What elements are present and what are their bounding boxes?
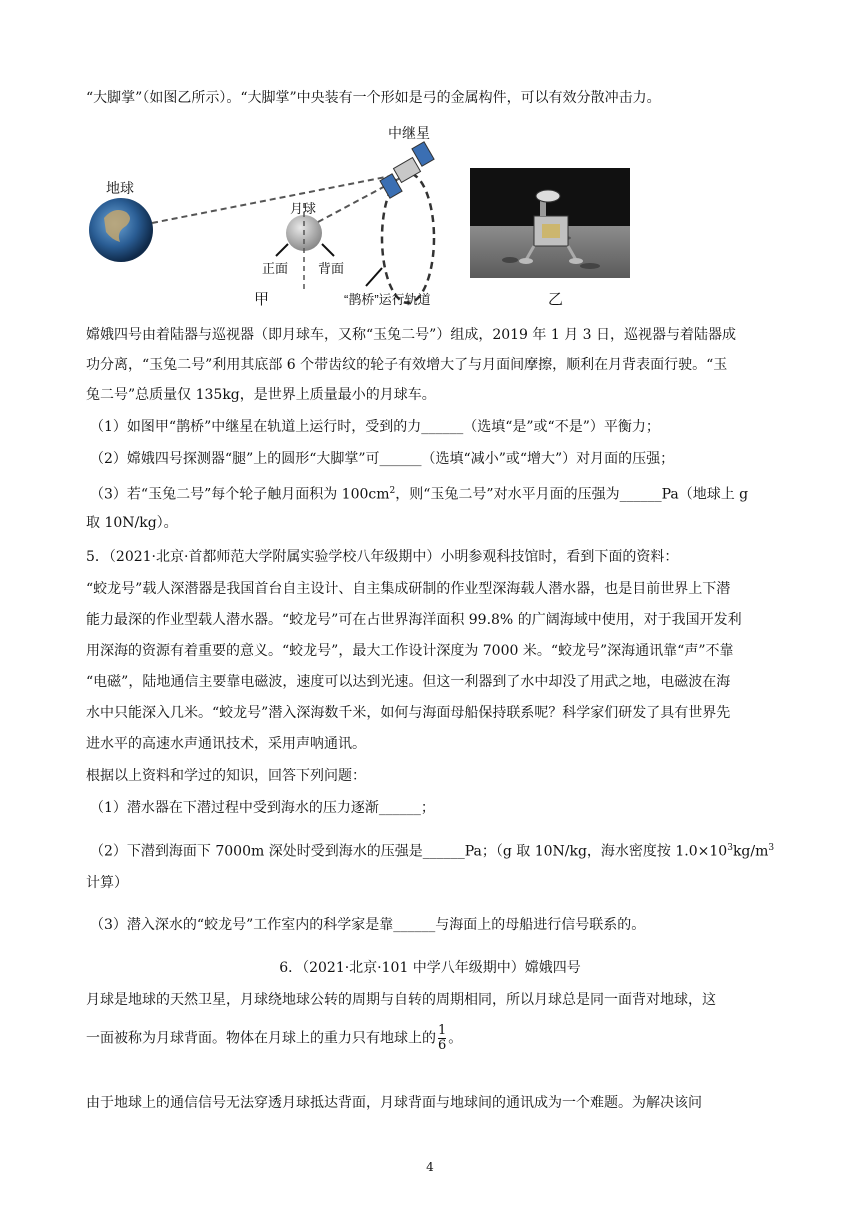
text-span: 。 <box>448 1030 463 1047</box>
question-line: （3）潜入深水的“蛟龙号”工作室内的科学家是靠______与海面上的母船进行信号联系的。 <box>90 917 646 933</box>
front-label: 正面 <box>262 261 289 276</box>
fraction <box>438 1024 446 1053</box>
paragraph-line: 月球是地球的天然卫星，月球绕地球公转的周期与自转的周期相同，所以月球总是同一面背对地球，这 <box>86 992 716 1008</box>
paragraph-line: 计算） <box>86 875 128 891</box>
paragraph-line: 取 10N/kg）。 <box>86 515 178 531</box>
problem-heading: 6．（2021·北京·101 中学八年级期中）嫦娥四号 <box>279 960 581 976</box>
paragraph-line: “大脚掌”（如图乙所示）。“大脚掌”中央装有一个形如是弓的金属构件，可以有效分散冲击力。 <box>86 90 661 106</box>
fig-a-label: 甲 <box>254 291 270 308</box>
question-line: （2）嫦娥四号探测器“腿”上的圆形“大脚掌”可______（选填“减小”或“增大”）对月面的压强； <box>90 451 675 467</box>
fraction-numerator: 1 <box>438 1023 447 1038</box>
moon-label: 月球 <box>290 201 317 216</box>
text-span: kg/m <box>732 843 769 860</box>
text-span: （3）若“玉兔二号”每个轮子触月面积为 100cm <box>90 486 390 503</box>
superscript: 2 <box>389 486 396 496</box>
signal-line-earth <box>152 173 406 223</box>
paragraph-line: 由于地球上的通信信号无法穿透月球抵达背面，月球背面与地球间的通讯成为一个难题。为解决该问 <box>86 1095 702 1111</box>
question-line <box>90 838 780 862</box>
superscript: 3 <box>768 843 775 853</box>
paragraph-line <box>86 1024 776 1053</box>
paragraph-line: 嫦娥四号由着陆器与巡视器（即月球车，又称“玉兔二号”）组成，2019 年 1 月 3 日，巡视器与着陆器成 <box>86 327 737 343</box>
paragraph-line: 功分离，“玉兔二号”利用其底部 6 个带齿纹的轮子有效增大了与月面间摩擦，顺利在月背表面行驶。“玉 <box>86 357 728 373</box>
paragraph-line: 能力最深的作业型载人潜水器。“蛟龙号”可在占世界海洋面积 99.8% 的广阔海域中使用，对于我国开发利 <box>86 612 742 628</box>
text-span: 一面被称为月球背面。物体在月球上的重力只有地球上的 <box>86 1030 436 1047</box>
front-arrow <box>276 244 288 256</box>
earth-label: 地球 <box>106 180 134 196</box>
fig-b-label: 乙 <box>548 291 564 308</box>
paragraph-line: 根据以上资料和学过的知识，回答下列问题： <box>86 768 366 784</box>
paragraph-line: 兔二号”总质量仅 135kg，是世界上质量最小的月球车。 <box>86 387 436 403</box>
paragraph-line: “电磁”，陆地通信主要靠电磁波，速度可以达到光速。但这一利器到了水中却没了用武之地，电磁波在海 <box>86 674 731 690</box>
fraction-denominator: 6 <box>438 1038 447 1053</box>
relay-label: 中继星 <box>388 125 430 141</box>
back-arrow <box>322 244 334 256</box>
relay-satellite-icon <box>380 142 434 198</box>
orbit-label: “鹊桥”运行轨道 <box>344 292 431 307</box>
superscript: 3 <box>727 843 733 853</box>
question-line: （1）如图甲“鹊桥”中继星在轨道上运行时，受到的力______（选填“是”或“不是”）平衡力； <box>90 419 660 435</box>
paragraph-line: 用深海的资源有着重要的意义。“蛟龙号”，最大工作设计深度为 7000 米。“蛟龙号”深海通讯靠“声”不靠 <box>86 643 734 659</box>
text-span: （2）下潜到海面下 7000m 深处时受到海水的压强是______Pa；（g 取 10N/kg，海水密度按 1.0×10 <box>90 843 728 860</box>
paragraph-line: 水中只能深入几米。“蛟龙号”潜入深海数千米，如何与海面母船保持联系呢？科学家们研发了具有世界先 <box>86 705 731 721</box>
orbit-arrow <box>366 268 382 286</box>
page-number: 4 <box>426 1160 434 1174</box>
back-label: 背面 <box>318 261 345 276</box>
problem-heading: 5．（2021·北京·首都师范大学附属实验学校八年级期中）小明参观科技馆时，看到下面的资料： <box>86 549 679 565</box>
paragraph-line: 进水平的高速水声通讯技术，采用声呐通讯。 <box>86 736 366 752</box>
figure-yi-photo <box>470 168 630 278</box>
text-span: ，则“玉兔二号”对水平月面的压强为______Pa（地球上 g <box>395 486 749 503</box>
question-line: （1）潜水器在下潜过程中受到海水的压力逐渐______； <box>90 800 435 816</box>
paragraph-line: “蛟龙号”载人深潜器是我国首台自主设计、自主集成研制的作业型深海载人潜水器，也是目前世界上下潜 <box>86 581 731 597</box>
question-line <box>90 481 780 505</box>
